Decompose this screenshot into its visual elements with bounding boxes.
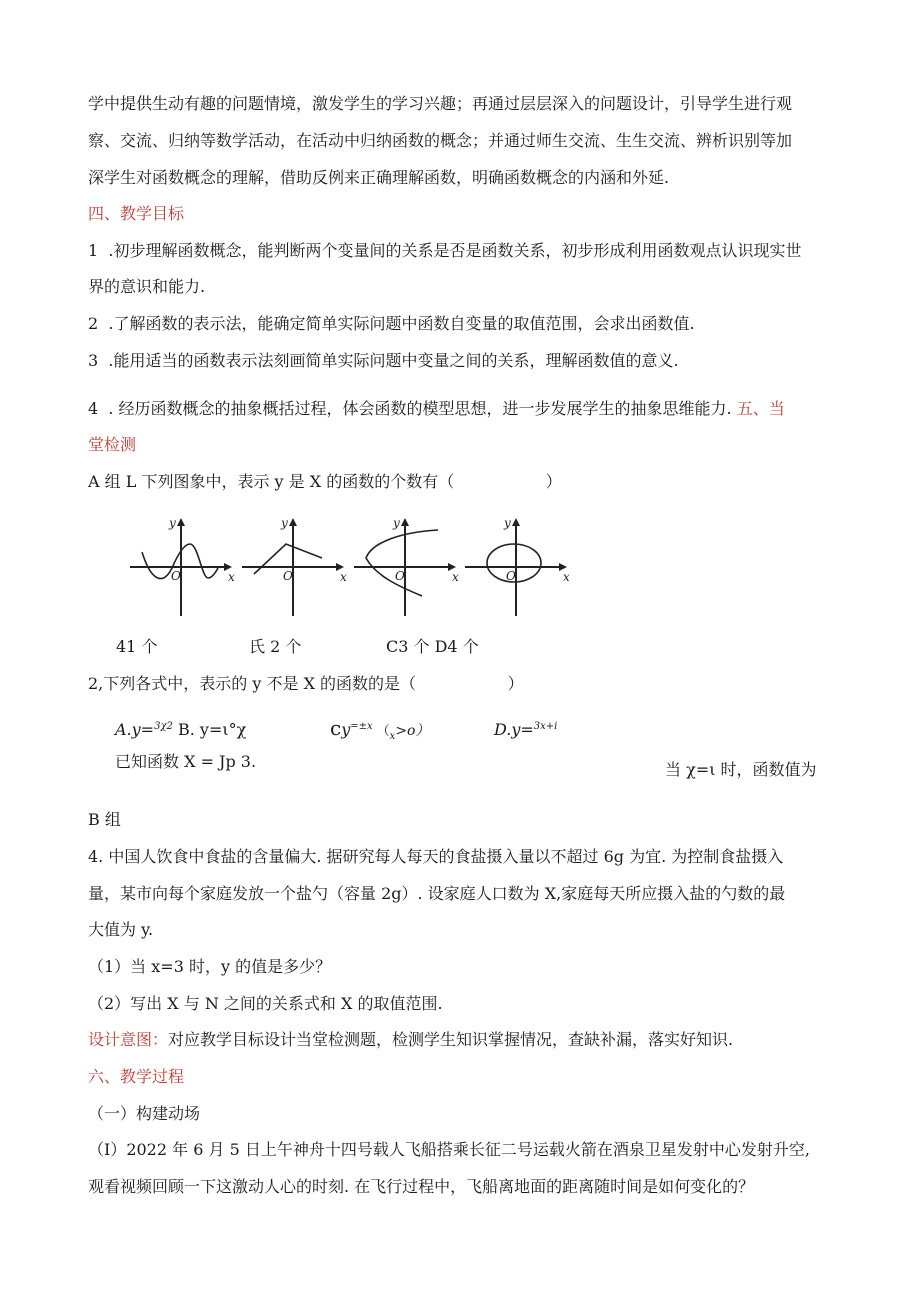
graph-4-y-label: y [504, 516, 511, 530]
section-heading-process: 六、教学过程 [88, 1067, 185, 1086]
q2-option-d [494, 716, 557, 741]
question-4-line-3: 大值为 y. [88, 920, 154, 939]
q1-option-a: 41 个 [116, 637, 158, 656]
graph-1-y-arrow [177, 518, 185, 526]
q2-option-a-exponent: 3χ2 [154, 721, 173, 732]
q2-option-d-prefix: D.y= [494, 720, 534, 739]
graph-4-origin-label: O [506, 569, 516, 583]
question-3-left: 已知函数 X = Jp 3. [115, 752, 257, 771]
graph-3-origin-label: O [395, 569, 405, 583]
section-heading-test-part2: 堂检测 [88, 435, 137, 454]
process-para-line-2: 观看视频回顾一下这激动人心的时刻. 在飞行过程中，飞船离地面的距离随时间是如何变化的？ [88, 1177, 755, 1196]
graph-2-x-label: x [340, 570, 347, 584]
graph-2-y-label: y [281, 516, 288, 530]
graph-3 [352, 510, 462, 620]
graph-3-curve [366, 530, 438, 596]
graph-3-y-arrow [401, 518, 409, 526]
q2-option-c-exponent: =±x [350, 721, 373, 732]
goal-1-line-1: 1 .初步理解函数概念，能判断两个变量间的关系是否是函数关系，初步形成利用函数观点认识现实世 [88, 241, 802, 260]
graph-1-x-label: x [228, 570, 235, 584]
graph-4-x-label: x [563, 570, 570, 584]
q2-option-c-prefix: c [330, 716, 342, 740]
graph-2-origin-label: O [283, 569, 293, 583]
q2-option-ab [115, 716, 246, 741]
graph-3-x-label: x [452, 570, 459, 584]
intro-line-1: 学中提供生动有趣的问题情境，激发学生的学习兴趣；再通过层层深入的问题设计，引导学生进行观 [88, 94, 793, 113]
group-b-label: B 组 [88, 810, 121, 829]
q1-option-b: 氏 2 个 [249, 637, 302, 656]
function-graphs [128, 510, 573, 620]
goal-2: 2 .了解函数的表示法，能确定简单实际问题中函数自变量的取值范围，会求出函数值. [88, 314, 695, 333]
graph-1-origin-label: O [171, 569, 181, 583]
graph-3-y-label: y [393, 516, 400, 530]
goal-1-line-2: 界的意识和能力. [88, 277, 206, 296]
graph-2 [240, 510, 350, 620]
question-3-right: 当 χ=ι 时，函数值为 [665, 760, 817, 779]
intro-line-3: 深学生对函数概念的理解，借助反例来正确理解函数，明确函数概念的内涵和外延. [88, 168, 670, 187]
q2-option-c [330, 716, 429, 748]
q1-option-cd: C3 个 D4 个 [386, 637, 479, 656]
goal-4-text: 4 . 经历函数概念的抽象概括过程，体会函数的模型思想，进一步发展学生的抽象思维能力. [88, 399, 737, 418]
question-4-line-1: 4. 中国人饮食中食盐的含量偏大. 据研究每人每天的食盐摄入量以不超过 6g 为宜. 为控制食盐摄入 [88, 847, 784, 866]
graph-4-y-arrow [512, 518, 520, 526]
q2-option-c-y: y [341, 720, 351, 739]
process-para-line-1: （I）2022 年 6 月 5 日上午神舟十四号载人飞船搭乘长征二号运载火箭在酒泉卫星发射中心发射升空, [88, 1140, 810, 1159]
q2-option-c-sub: x [389, 731, 396, 743]
section-heading-test-part1: 五、当 [736, 399, 785, 418]
q2-option-d-exponent: 3x+i [533, 721, 558, 732]
graph-4 [463, 510, 573, 620]
q2-option-b: B. y=ι°χ [172, 720, 247, 739]
goal-3: 3 .能用适当的函数表示法刻画简单实际问题中变量之间的关系，理解函数值的意义. [88, 351, 679, 370]
question-1: A 组 L 下列图象中，表示 y 是 X 的函数的个数有（ ） [88, 472, 562, 491]
q2-option-c-paren: （ [376, 724, 390, 739]
question-4-sub-1: （1）当 x=3 时，y 的值是多少？ [88, 957, 332, 976]
graph-1 [128, 510, 238, 620]
question-4-sub-2: （2）写出 X 与 N 之间的关系式和 X 的取值范围. [88, 994, 443, 1013]
goal-4 [88, 398, 785, 420]
question-2: 2,下列各式中，表示的 y 不是 X 的函数的是（ ） [88, 674, 524, 693]
subsection-heading-1: （一）构建动场 [88, 1104, 201, 1123]
design-intent-label: 设计意图： [88, 1030, 169, 1049]
graph-1-y-label: y [169, 516, 176, 530]
q2-option-a-prefix: A.y= [115, 720, 155, 739]
design-intent-text: 对应教学目标设计当堂检测题，检测学生知识掌握情况，查缺补漏，落实好知识. [168, 1030, 734, 1049]
design-intent [88, 1029, 733, 1051]
graph-2-y-arrow [289, 518, 297, 526]
q2-option-c-rest: >o） [395, 723, 430, 739]
section-heading-objectives: 四、教学目标 [88, 204, 185, 223]
intro-line-2: 察、交流、归纳等数学活动，在活动中归纳函数的概念；并通过师生交流、生生交流、辨析识别等加 [88, 131, 793, 150]
question-4-line-2: 量，某市向每个家庭发放一个盐勺（容量 2g）. 设家庭人口数为 X,家庭每天所应摄入盐的勺数的最 [88, 884, 786, 903]
